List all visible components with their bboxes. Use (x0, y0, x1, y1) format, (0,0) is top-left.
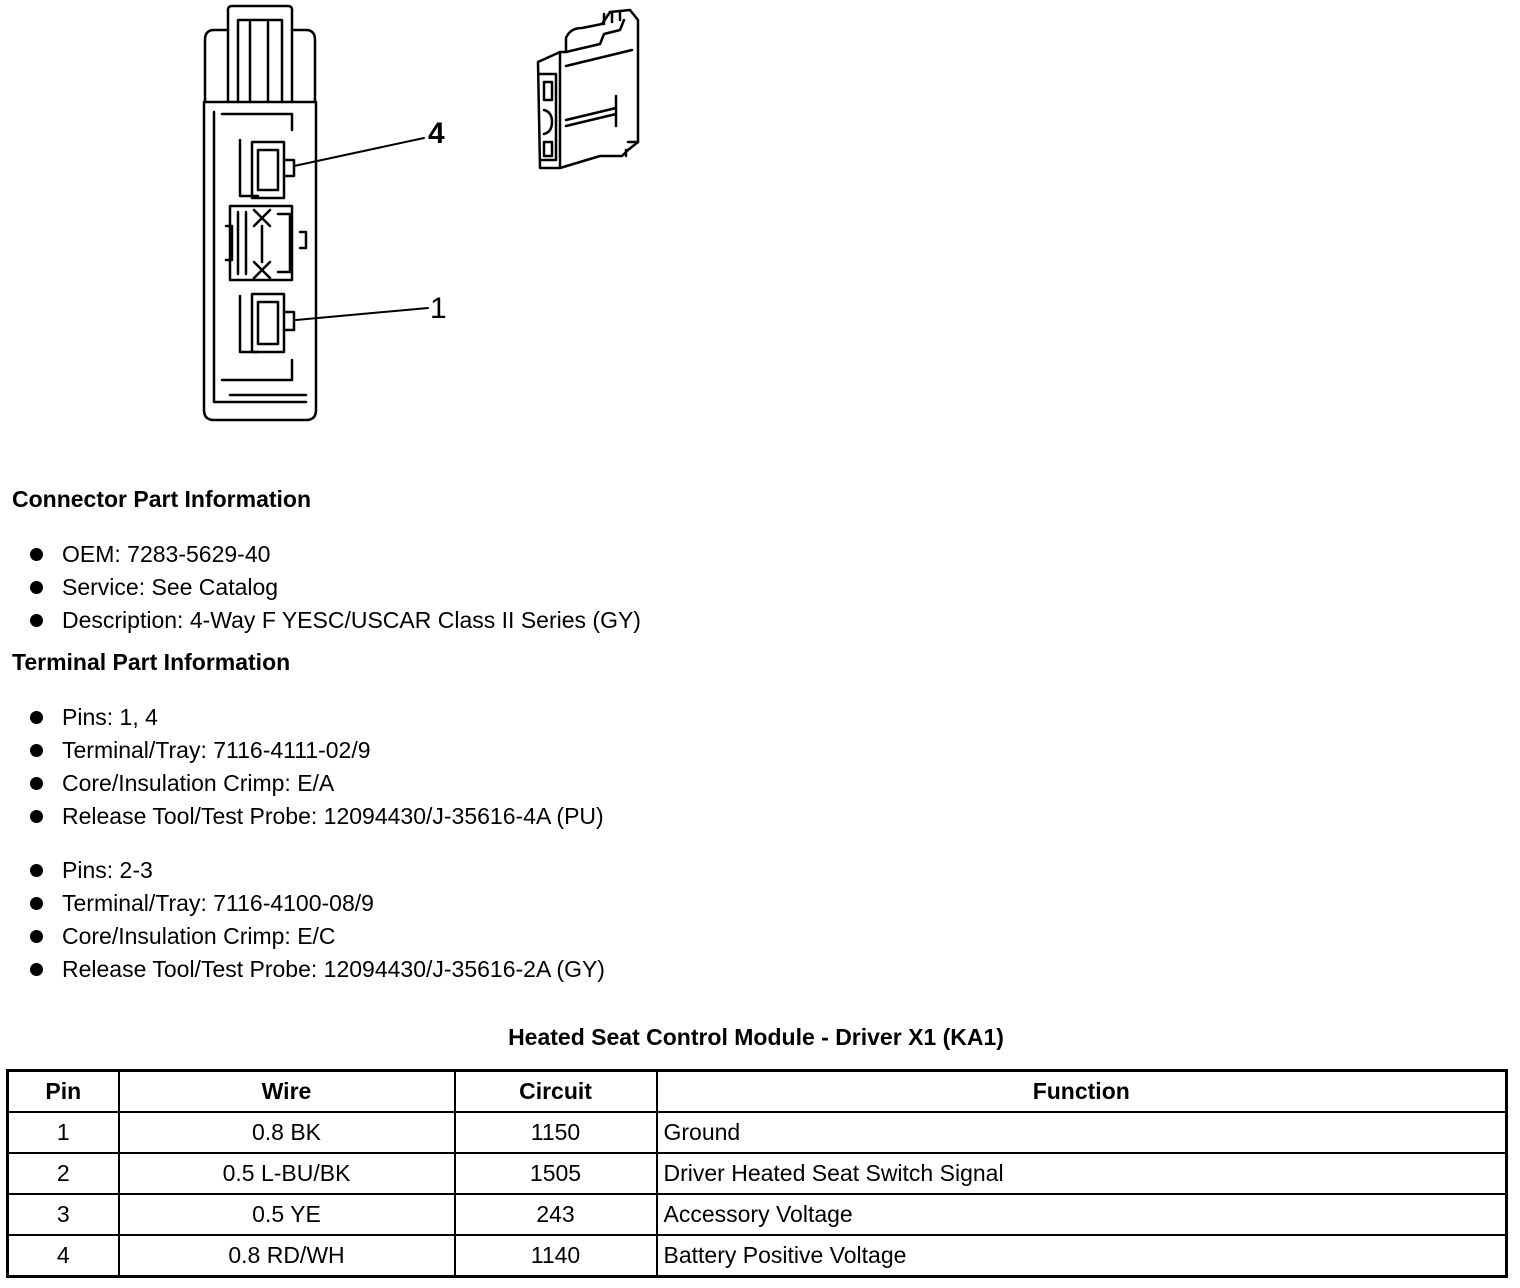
connector-diagram (0, 0, 1520, 440)
terminal-part-info-heading: Terminal Part Information (12, 649, 291, 675)
list-item: Pins: 1, 4 (28, 701, 604, 734)
cell-wire: 0.5 YE (119, 1194, 455, 1235)
cell-wire: 0.8 BK (119, 1112, 455, 1153)
pin-table-title: Heated Seat Control Module - Driver X1 (KA1) (508, 1024, 1004, 1050)
terminal-part-info-list-2 (28, 854, 605, 986)
list-item: Release Tool/Test Probe: 12094430/J-35616-2A (GY) (28, 953, 605, 986)
cell-circuit: 1140 (455, 1235, 657, 1277)
list-item: Core/Insulation Crimp: E/A (28, 767, 604, 800)
cell-wire: 0.8 RD/WH (119, 1235, 455, 1277)
list-item: OEM: 7283-5629-40 (28, 538, 641, 571)
list-item: Terminal/Tray: 7116-4100-08/9 (28, 887, 605, 920)
table-row (8, 1112, 1507, 1153)
list-item: Description: 4-Way F YESC/USCAR Class II Series (GY) (28, 604, 641, 637)
cell-circuit: 243 (455, 1194, 657, 1235)
table-row (8, 1235, 1507, 1277)
cell-function: Battery Positive Voltage (657, 1235, 1507, 1277)
cell-function: Driver Heated Seat Switch Signal (657, 1153, 1507, 1194)
connector-part-info-heading: Connector Part Information (12, 486, 312, 512)
table-row (8, 1194, 1507, 1235)
header-wire: Wire (119, 1071, 455, 1113)
connector-face-view-image (0, 0, 1520, 440)
cell-pin: 1 (8, 1112, 119, 1153)
pin-table (6, 1069, 1508, 1278)
cell-function: Accessory Voltage (657, 1194, 1507, 1235)
table-row (8, 1153, 1507, 1194)
pin-label-1: 1 (430, 292, 447, 325)
cell-circuit: 1150 (455, 1112, 657, 1153)
list-item: Core/Insulation Crimp: E/C (28, 920, 605, 953)
header-pin: Pin (8, 1071, 119, 1113)
terminal-part-info-list-1 (28, 701, 604, 833)
header-function: Function (657, 1071, 1507, 1113)
cell-pin: 3 (8, 1194, 119, 1235)
cell-function: Ground (657, 1112, 1507, 1153)
connector-part-info-list (28, 538, 641, 637)
list-item: Service: See Catalog (28, 571, 641, 604)
cell-pin: 2 (8, 1153, 119, 1194)
cell-pin: 4 (8, 1235, 119, 1277)
pin-label-4: 4 (428, 117, 445, 150)
list-item: Release Tool/Test Probe: 12094430/J-35616-4A (PU) (28, 800, 604, 833)
table-header-row (8, 1071, 1507, 1113)
cell-circuit: 1505 (455, 1153, 657, 1194)
list-item: Terminal/Tray: 7116-4111-02/9 (28, 734, 604, 767)
cell-wire: 0.5 L-BU/BK (119, 1153, 455, 1194)
header-circuit: Circuit (455, 1071, 657, 1113)
list-item: Pins: 2-3 (28, 854, 605, 887)
